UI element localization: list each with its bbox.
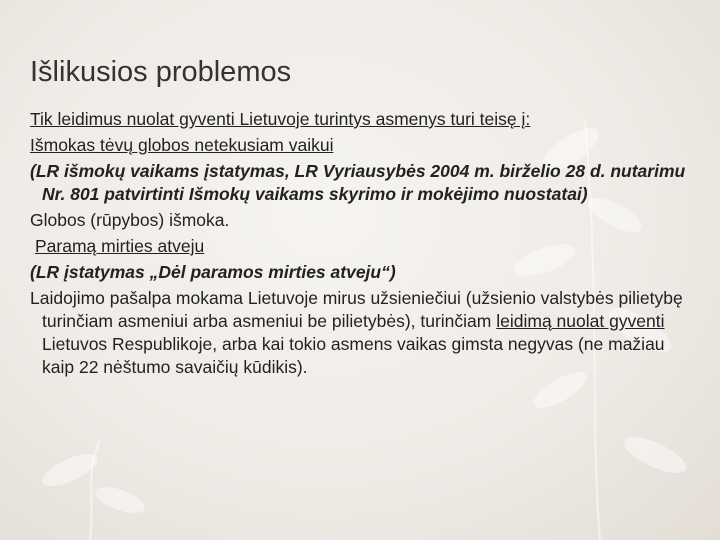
line-funeral-allowance bbox=[30, 287, 700, 379]
line-eligibility: Tik leidimus nuolat gyventi Lietuvoje turintys asmenys turi teisę į: bbox=[30, 109, 531, 129]
line-orphan-benefit: Išmokas tėvų globos netekusiam vaikui bbox=[30, 135, 334, 155]
line-death-support bbox=[30, 235, 700, 258]
line-legal-reference-1: (LR išmokų vaikams įstatymas, LR Vyriausybės 2004 m. birželio 28 d. nutarimu Nr. 801 patvirtinti Išmokų vaikams skyrimo ir mokėjimo nuostatai) bbox=[30, 161, 686, 204]
line-guardianship-benefit: Globos (rūpybos) išmoka. bbox=[30, 210, 230, 230]
funeral-text-permit: leidimą nuolat gyventi bbox=[496, 311, 665, 331]
death-support-text: Paramą mirties atveju bbox=[35, 236, 205, 256]
slide-body bbox=[30, 108, 700, 379]
funeral-text-start: Laidojimo pašalpa mokama Lietuvoje mirus užsieniečiui (užsienio valstybės pilietybę turinčiam asmeniui arba asmeniui be pilietybės), turinčiam bbox=[30, 288, 683, 331]
slide-title: Išlikusios problemos bbox=[30, 56, 292, 88]
line-legal-reference-2: (LR įstatymas „Dėl paramos mirties atveju“) bbox=[30, 262, 396, 282]
funeral-text-end: Lietuvos Respublikoje, arba kai tokio asmens vaikas gimsta negyvas (ne mažiau kaip 22 nėštumo savaičių kūdikis). bbox=[42, 334, 665, 377]
